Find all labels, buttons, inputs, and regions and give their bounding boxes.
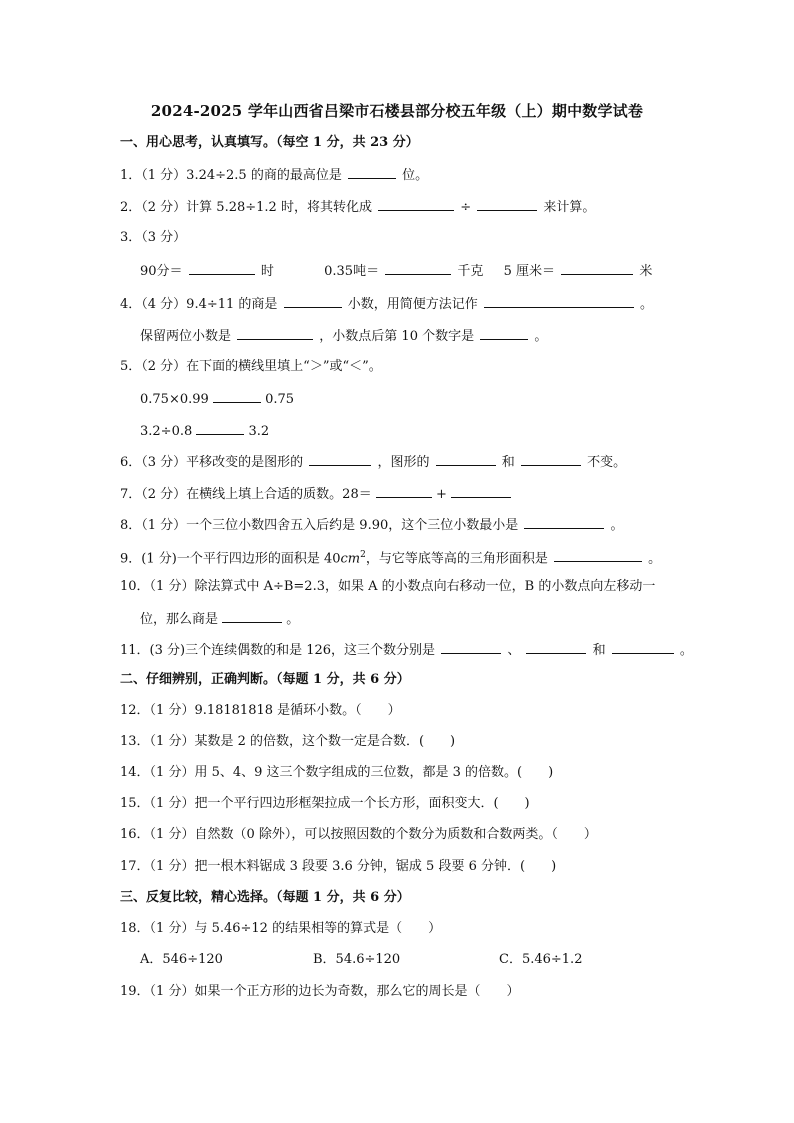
question-11-sep: 、 [507,643,521,658]
answer-blank[interactable] [554,548,642,562]
question-12: 12．（1 分）9.18181818 是循环小数。（ ） [120,703,401,718]
question-18: 18．（1 分）与 5.46÷12 的结果相等的算式是（ ） [120,921,442,936]
question-11-text: 11．(3 分)三个连续偶数的和是 126，这三个数分别是 [120,643,436,658]
answer-blank[interactable] [237,326,313,340]
q5-left-1: 0.75×0.99 [140,392,209,407]
q3-unit-1: 时 [260,264,274,279]
question-10-line-2 [140,609,299,629]
answer-blank[interactable] [521,452,581,466]
answer-blank[interactable] [524,515,604,529]
answer-blank[interactable] [484,294,634,308]
answer-blank[interactable] [480,326,528,340]
question-6-mid: ，图形的 [377,455,430,470]
q5-left-2: 3.2÷0.8 [140,424,193,439]
q5-right-1: 0.75 [265,392,295,407]
question-5-item-2 [140,421,269,441]
question-10: 10．（1 分）除法算式中 A÷B=2.3，如果 A 的小数点向右移动一位，B 的小数点向左移动一 [120,579,656,594]
q9-unit-power: 2 [360,550,366,560]
question-3: 3．（3 分） [120,230,187,245]
answer-blank[interactable] [561,261,633,275]
question-4 [120,294,653,314]
answer-blank[interactable] [526,640,586,654]
question-4-text: 4．（4 分）9.4÷11 的商是 [120,297,278,312]
question-9-end: 。 [648,551,662,567]
answer-blank[interactable] [222,609,282,623]
answer-blank[interactable] [348,165,396,179]
q5-right-2: 3.2 [248,424,270,439]
question-14: 14．（1 分）用 5、4、9 这三个数字组成的三位数，都是 3 的倍数。( ) [120,765,554,780]
question-1-text: 1．（1 分）3.24÷2.5 的商的最高位是 [120,168,342,183]
question-6-and: 和 [501,455,515,470]
question-4-line-2 [140,326,547,346]
question-7-text: 7．（2 分）在横线上填上合适的质数。28＝ [120,487,372,502]
question-4-end: 。 [640,297,654,312]
q9-unit: cm [340,551,361,567]
question-8 [120,515,624,535]
question-4-tenth: ，小数点后第 10 个数字是 [319,329,475,344]
answer-blank[interactable] [378,197,454,211]
question-18-option-c[interactable]: C．5.46÷1.2 [499,952,583,967]
q3-item-1: 90分＝ [140,264,183,279]
question-6-text: 6．（3 分）平移改变的是图形的 [120,455,304,470]
question-2-text: 2．（2 分）计算 5.28÷1.2 时，将其转化成 [120,200,372,215]
question-18-option-b[interactable]: B．54.6÷120 [313,952,401,967]
question-2-divide: ÷ [460,200,472,215]
question-9-mid: ，与它等底等高的三角形面积是 [365,551,548,567]
question-2-suffix: 来计算。 [543,200,596,215]
answer-blank[interactable] [477,197,537,211]
section-1-heading: 一、用心思考，认真填写。（每空 1 分，共 23 分） [120,135,419,150]
question-10-text-2: 位，那么商是 [140,612,219,627]
question-16: 16．（1 分）自然数（0 除外），可以按照因数的个数分为质数和合数两类。（ ） [120,827,597,842]
question-4-end-2: 。 [534,329,548,344]
question-2 [120,197,595,217]
answer-blank[interactable] [451,484,511,498]
question-15: 15．（1 分）把一个平行四边形框架拉成一个长方形，面积变大．( ) [120,796,530,811]
answer-blank[interactable] [612,640,674,654]
question-11 [120,640,693,660]
answer-blank[interactable] [436,452,496,466]
question-6-end: 不变。 [587,455,627,470]
question-7 [120,484,511,504]
question-11-end: 。 [679,643,693,658]
q3-item-3: 5 厘米＝ [503,264,556,279]
section-2-heading: 二、仔细辨别，正确判断。（每题 1 分，共 6 分） [120,672,410,687]
answer-blank[interactable] [441,640,501,654]
section-3-heading: 三、反复比较，精心选择。（每题 1 分，共 6 分） [120,890,410,905]
question-19: 19．（1 分）如果一个正方形的边长为奇数，那么它的周长是（ ） [120,984,520,999]
answer-blank[interactable] [213,389,261,403]
question-10-end: 。 [286,612,300,627]
answer-blank[interactable] [196,421,244,435]
answer-blank[interactable] [284,294,342,308]
question-1-suffix: 位。 [402,168,429,183]
question-1 [120,165,428,185]
question-5-item-1 [140,389,294,409]
answer-blank[interactable] [309,452,371,466]
question-4-mid: 小数，用简便方法记作 [347,297,478,312]
answer-blank[interactable] [189,261,255,275]
question-18-option-a[interactable]: A．546÷120 [140,952,223,967]
question-17: 17．（1 分）把一根木料锯成 3 段要 3.6 分钟，锯成 5 段要 6 分钟．( ) [120,859,557,874]
question-8-end: 。 [610,518,624,533]
question-13: 13．（1 分）某数是 2 的倍数，这个数一定是合数．( ) [120,734,456,749]
question-9 [120,546,661,568]
q3-unit-2: 千克 [457,264,484,279]
question-4-round: 保留两位小数是 [140,329,232,344]
question-8-text: 8．（1 分）一个三位小数四舍五入后约是 9.90，这个三位小数最小是 [120,518,519,533]
question-7-plus: + [436,487,447,502]
answer-blank[interactable] [385,261,451,275]
question-5: 5．（2 分）在下面的横线里填上“＞”或“＜”。 [120,359,382,374]
q3-item-2: 0.35吨＝ [324,264,380,279]
question-6 [120,452,626,472]
question-9-text: 9．(1 分)一个平行四边形的面积是 40 [120,551,341,567]
q3-unit-3: 米 [639,264,653,279]
question-3-items [140,261,652,281]
question-11-and: 和 [592,643,606,658]
page-title: 2024-2025 学年山西省吕梁市石楼县部分校五年级（上）期中数学试卷 [150,102,644,120]
answer-blank[interactable] [376,484,432,498]
